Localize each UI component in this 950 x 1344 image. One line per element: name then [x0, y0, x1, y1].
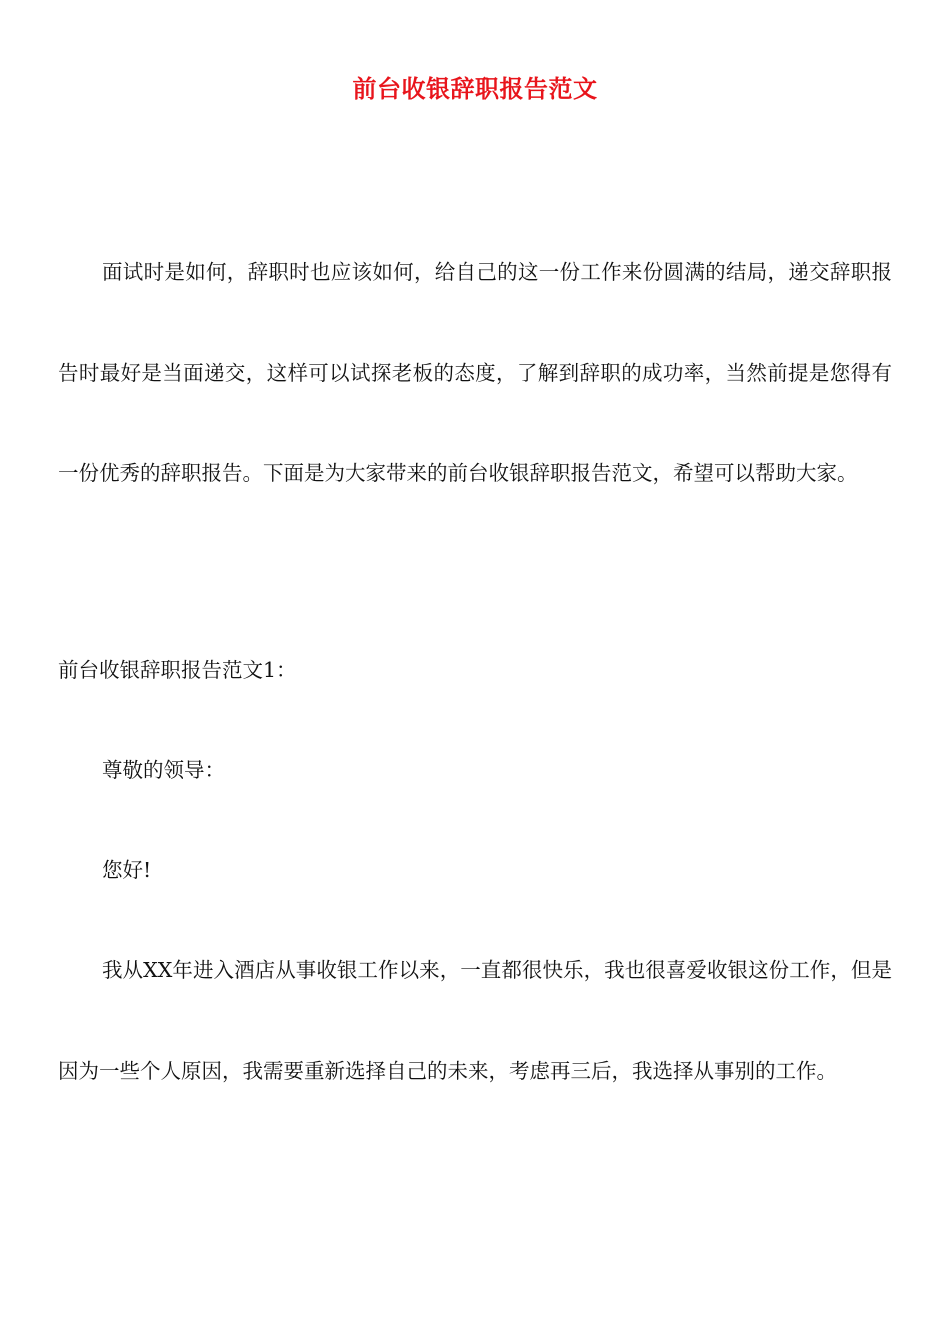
section-heading: 前台收银辞职报告范文1：: [58, 658, 297, 682]
body-paragraph: 我从XX年进入酒店从事收银工作以来，一直都很快乐，我也很喜爱收银这份工作，但是因为一些个人原因，我需要重新选择自己的未来，考虑再三后，我选择从事别的工作。: [58, 958, 892, 1083]
intro-paragraph: 面试时是如何，辞职时也应该如何，给自己的这一份工作来份圆满的结局，递交辞职报告时最好是当面递交，这样可以试探老板的态度，了解到辞职的成功率，当然前提是您得有一份优秀的辞职报告。下面是为大家带来的前台收银辞职报告范文，希望可以帮助大家。: [58, 260, 892, 485]
salutation: 尊敬的领导：: [102, 758, 225, 782]
document-title: 前台收银辞职报告范文: [352, 75, 598, 103]
greeting: 您好!: [102, 858, 152, 882]
